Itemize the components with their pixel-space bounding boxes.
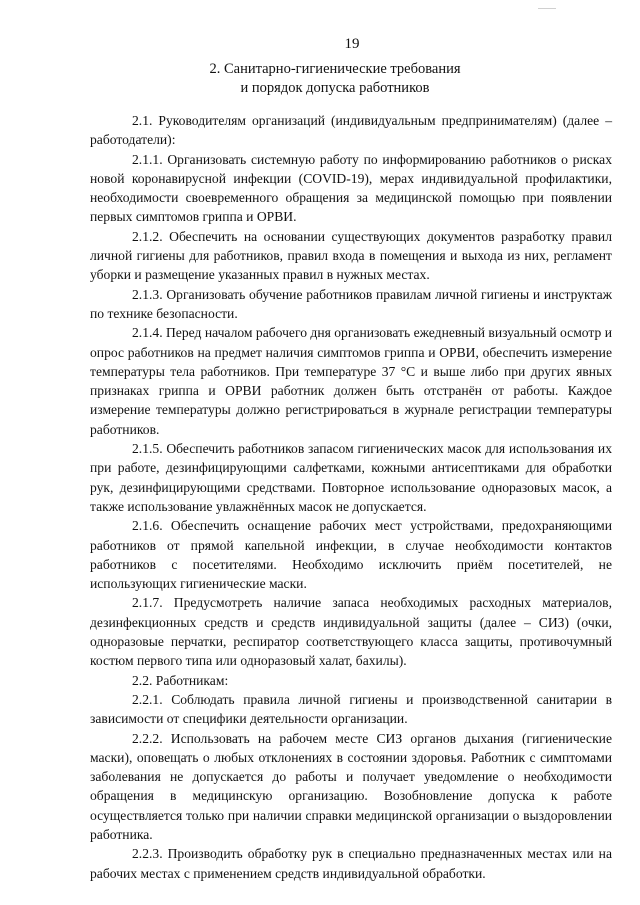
paragraph-2-1-4: 2.1.4. Перед началом рабочего дня организовать ежедневный визуальный осмотр и опрос работников на предмет наличия симптомов гриппа и ОРВИ, обеспечить измерение температуры тела работников. При температуре 37 °С и выше либо при других явных признаках гриппа и ОРВИ работник должен быть отстранён от работы. Каждое измерение температуры должно регистрироваться в журнале регистрации температуры работников. <box>90 325 612 437</box>
scan-artifact <box>538 8 556 9</box>
paragraph-2-1-2: 2.1.2. Обеспечить на основании существующих документов разработку правил личной гигиены для работников, правил входа в помещения и выхода из них, регламент уборки и размещение указанных правил в нужных местах. <box>90 228 612 283</box>
paragraph-2-2: 2.2. Работникам: <box>132 672 229 688</box>
paragraph-2-1-6: 2.1.6. Обеспечить оснащение рабочих мест устройствами, предохраняющими работников от прямой капельной инфекции, в случае необходимости контактов работников с посетителями. Необходимо исключить приём посетителей, не использующих гигиенические маски. <box>90 518 612 592</box>
paragraph-2-2-1: 2.2.1. Соблюдать правила личной гигиены и производственной санитарии в зависимости от специфики деятельности организации. <box>90 691 612 727</box>
document-body <box>90 111 612 883</box>
section-title-line-2: и порядок допуска работников <box>240 80 430 96</box>
section-title <box>160 60 510 98</box>
paragraph-2-2-3: 2.2.3. Производить обработку рук в специально предназначенных местах или на рабочих местах с применением средств индивидуальной обработки. <box>90 846 612 881</box>
page-number: 19 <box>344 36 360 52</box>
paragraph-2-1: 2.1. Руководителям организаций (индивидуальным предпринимателям) (далее – работодатели): <box>90 113 612 148</box>
section-title-line-1: 2. Санитарно-гигиенические требования <box>209 61 461 77</box>
paragraph-2-1-7: 2.1.7. Предусмотреть наличие запаса необходимых расходных материалов, дезинфекционных средств и средств индивидуальной защиты (далее – СИЗ) (очки, одноразовые перчатки, респиратор соответствующего класса защиты, противочумный костюм первого типа или одноразовый халат, бахилы). <box>90 595 612 669</box>
paragraph-2-1-1: 2.1.1. Организовать системную работу по информированию работников о рисках новой коронавирусной инфекции (COVID-19), мерах индивидуальной профилактики, необходимости своевременного обращения за медицинской помощью при появлении первых симптомов гриппа и ОРВИ. <box>90 151 612 225</box>
paragraph-2-2-2: 2.2.2. Использовать на рабочем месте СИЗ органов дыхания (гигиенические маски), оповещать о любых отклонениях в состоянии здоровья. Работник с симптомами заболевания не допускается до работы и получает уведомление о необходимости обращения в медицинскую организацию. Возобновление допуска к работе осуществляется только при наличии справки медицинской организации о выздоровлении работника. <box>90 730 612 842</box>
paragraph-2-1-5: 2.1.5. Обеспечить работников запасом гигиенических масок для использования их при работе, дезинфицирующими салфетками, кожными антисептиками для обработки рук, дезинфицирующими средствами. Повторное использование одноразовых масок, а также использование увлажнённых масок не допускается. <box>90 441 612 514</box>
paragraph-2-1-3: 2.1.3. Организовать обучение работников правилам личной гигиены и инструктаж по технике безопасности. <box>90 286 612 321</box>
